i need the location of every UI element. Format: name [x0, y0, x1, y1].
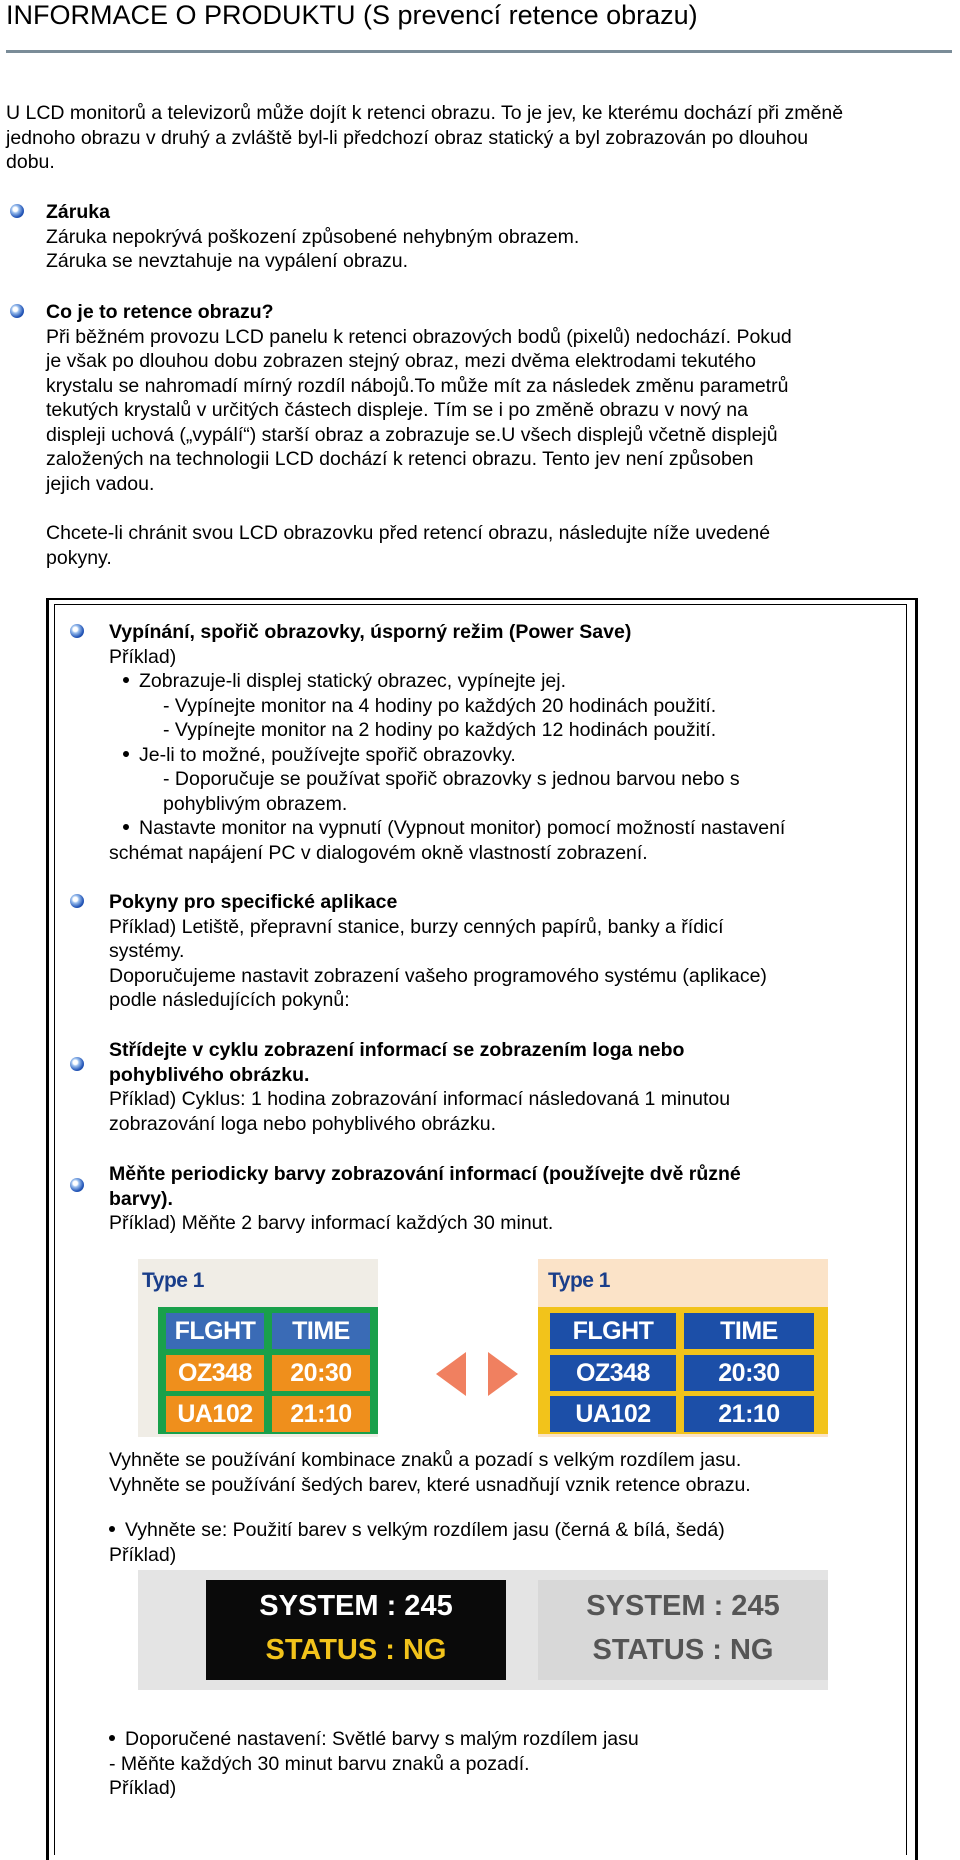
advice-line: Chcete-li chránit svou LCD obrazovku před retencí obrazu, následujte níže uvedené	[46, 522, 771, 544]
cell-text: FLGHT	[174, 1316, 256, 1345]
recommended-section	[109, 1727, 909, 1801]
cell-text: FLGHT	[572, 1316, 654, 1345]
colors-heading: barvy).	[109, 1187, 173, 1210]
page-title: INFORMACE O PRODUKTU (S prevencí retence obrazu)	[6, 0, 698, 30]
bullet-icon	[70, 1178, 84, 1192]
black-panel-line2: STATUS : NG	[265, 1634, 447, 1666]
intro-paragraph	[6, 101, 958, 175]
specific-heading: Pokyny pro specifické aplikace	[109, 891, 398, 913]
black-panel-line1: SYSTEM : 245	[259, 1590, 453, 1622]
retention-line: tekutých krystalů v určitých částech displeje. Tím se i po změně obrazu v nový na	[46, 399, 748, 421]
alternate-heading: Střídejte v cyklu zobrazení informací se zobrazením loga nebo	[109, 1039, 685, 1061]
cell-text: TIME	[720, 1316, 778, 1345]
avoid-line: Vyhněte se používání kombinace znaků a pozadí s velkým rozdílem jasu.	[109, 1449, 742, 1471]
retention-line: založených na technologii LCD dochází k retenci obrazu. Tento jev není způsoben	[46, 448, 754, 470]
color-comparison-figure	[138, 1259, 828, 1437]
sub-line: pohyblivým obrazem.	[163, 792, 348, 815]
cell-text: UA102	[575, 1399, 651, 1428]
advice-line: pokyny.	[46, 546, 112, 569]
bullet-icon	[70, 1057, 84, 1071]
specific-line: Příklad) Letiště, přepravní stanice, burzy cenných papírů, banky a řídicí	[109, 915, 724, 938]
intro-line: U LCD monitorů a televizorů může dojít k retenci obrazu. To je jev, ke kterému dochází při změně	[6, 102, 844, 124]
bullet-icon	[70, 894, 84, 908]
list-dot-icon	[109, 1526, 115, 1532]
gray-panel-line2: STATUS : NG	[592, 1634, 774, 1666]
specific-line: systémy.	[109, 940, 185, 962]
warranty-section	[46, 200, 946, 274]
contrast-figure	[138, 1570, 828, 1690]
avoid-example: Příklad)	[109, 1543, 177, 1566]
intro-line: jednoho obrazu v druhý a zvláště byl-li předchozí obraz statický a byl zobrazován po dlouhou	[6, 126, 809, 149]
list-item-text: Nastavte monitor na vypnutí (Vypnout monitor) pomocí možností nastavení	[139, 817, 786, 839]
list-dot-icon	[109, 1735, 115, 1741]
specific-section	[109, 890, 899, 1013]
arrow-left-icon	[436, 1352, 466, 1396]
arrow-right-icon	[488, 1352, 518, 1396]
recommended-line: - Měňte každých 30 minut barvu znaků a pozadí.	[109, 1752, 530, 1775]
warranty-line: Záruka nepokrývá poškození způsobené nehybným obrazem.	[46, 225, 580, 248]
cell-text: 20:30	[718, 1358, 780, 1387]
gray-panel-line1: SYSTEM : 245	[586, 1590, 780, 1622]
sub-line: - Doporučuje se používat spořič obrazovky s jednou barvou nebo s	[163, 768, 740, 790]
avoid-line: Vyhněte se používání šedých barev, které usnadňují vznik retence obrazu.	[109, 1473, 751, 1496]
cell-text: 21:10	[718, 1399, 780, 1428]
warranty-heading: Záruka	[46, 201, 110, 223]
alternate-line: Příklad) Cyklus: 1 hodina zobrazování informací následovaná 1 minutou	[109, 1088, 731, 1110]
sub-line: - Vypínejte monitor na 4 hodiny po každých 20 hodinách použití.	[163, 694, 717, 717]
list-item-text: Doporučené nastavení: Světlé barvy s malým rozdílem jasu	[125, 1728, 639, 1750]
bullet-icon	[10, 304, 24, 318]
retention-line: Při běžném provozu LCD panelu k retenci obrazových bodů (pixelů) nedochází. Pokud	[46, 325, 792, 348]
cell-text: 21:10	[290, 1399, 352, 1428]
list-item	[109, 1518, 909, 1543]
list-dot-icon	[123, 751, 129, 757]
list-item-text: Zobrazuje-li displej statický obrazec, vypínejte jej.	[139, 670, 567, 692]
colors-line: Příklad) Měňte 2 barvy informací každých 30 minut.	[109, 1212, 554, 1234]
alternate-line: zobrazování loga nebo pohyblivého obrázku.	[109, 1112, 497, 1135]
power-example: Příklad)	[109, 645, 177, 668]
retention-line: je však po dlouhou dobu zobrazen stejný obraz, mezi dvěma elektrodami tekutého	[46, 350, 756, 372]
retention-section	[46, 300, 956, 570]
title-divider	[6, 50, 952, 53]
contrast-figure-svg	[138, 1570, 828, 1690]
colors-section	[109, 1162, 899, 1236]
specific-line: Doporučujeme nastavit zobrazení vašeho programového systému (aplikace)	[109, 964, 767, 987]
bullet-icon	[70, 624, 84, 638]
cell-text: UA102	[177, 1399, 253, 1428]
left-type-label: Type 1	[142, 1269, 204, 1292]
colors-heading: Měňte periodicky barvy zobrazování informací (používejte dvě různé	[109, 1163, 741, 1185]
list-item	[109, 669, 899, 694]
list-dot-icon	[123, 824, 129, 830]
list-item	[109, 816, 899, 841]
list-item-text: Je-li to možné, používejte spořič obrazovky.	[139, 743, 516, 766]
avoid-section	[109, 1448, 909, 1567]
retention-heading: Co je to retence obrazu?	[46, 301, 274, 323]
cell-text: 20:30	[290, 1358, 352, 1387]
intro-line: dobu.	[6, 151, 55, 173]
alternate-section	[109, 1038, 899, 1136]
bullet-icon	[10, 204, 24, 218]
list-item	[109, 1727, 909, 1752]
retention-line: jejich vadou.	[46, 472, 155, 495]
recommended-line: Příklad)	[109, 1777, 177, 1799]
list-item-text: Vyhněte se: Použití barev s velkým rozdílem jasu (černá & bílá, šedá)	[125, 1519, 725, 1541]
list-item	[109, 743, 899, 768]
list-item-continued: schémat napájení PC v dialogovém okně vlastností zobrazení.	[109, 841, 648, 864]
right-type-label: Type 1	[548, 1269, 610, 1292]
specific-line: podle následujících pokynů:	[109, 989, 350, 1011]
alternate-heading: pohyblivého obrázku.	[109, 1063, 310, 1086]
cell-text: OZ348	[576, 1358, 650, 1387]
sub-line: - Vypínejte monitor na 2 hodiny po každých 12 hodinách použití.	[163, 719, 717, 741]
warranty-line: Záruka se nevztahuje na vypálení obrazu.	[46, 250, 409, 272]
power-section	[109, 620, 899, 865]
power-heading: Vypínání, spořič obrazovky, úsporný režim (Power Save)	[109, 621, 632, 643]
list-dot-icon	[123, 677, 129, 683]
retention-line: krystalu se nahromadí mírný rozdíl nábojů.To může mít za následek změnu parametrů	[46, 374, 789, 397]
retention-line: displeji uchová („vypálí“) starší obraz a zobrazuje se.U všech displejů včetně displejů	[46, 423, 778, 446]
cell-text: OZ348	[178, 1358, 252, 1387]
cell-text: TIME	[292, 1316, 350, 1345]
